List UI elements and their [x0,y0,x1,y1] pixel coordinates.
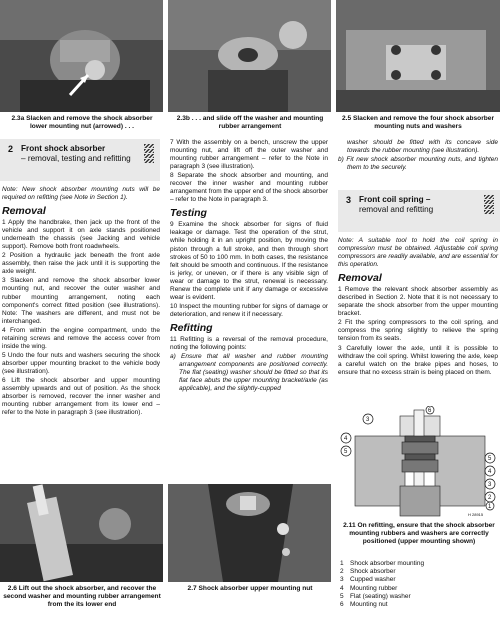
legend-item: 2 Shock absorber [340,568,396,576]
section-2-number: 2 [8,144,14,154]
legend-item: 6 Mounting nut [340,601,388,609]
photo-2-6 [0,484,163,582]
section-3-number: 3 [346,195,352,205]
legend-item: 3 Cupped washer [340,576,396,584]
section-2-subtitle: – removal, testing and refitting [21,153,131,163]
legend-item: 4 Mounting rubber [340,584,398,592]
section-3-banner [338,190,500,232]
col1-p1: 1 Apply the handbrake, then jack up the front of the vehicle and support it on axle stands positioned underneath the chassis (see Jacking and vehicle support). Remove both front roadwheels. [2,219,160,251]
section-3-title: Front coil spring – [359,195,431,204]
callout-3-right: 3 [488,482,492,488]
section-3-subtitle: removal and refitting [359,204,434,214]
col3-p3: 3 Carefully lower the axle, until it is possible to withdraw the coil spring. Whilst lowering the axle, keep a careful watch on the brake pipes and hoses, to ensure that no excess strain is being placed on them. [338,344,498,376]
callout-6: 6 [428,408,432,414]
callout-2: 2 [488,495,492,501]
legend-item: 5 Flat (seating) washer [340,592,411,600]
section-2-banner [0,139,160,181]
diagram-code: H 28915 [468,512,484,517]
diagram-legend [340,560,498,609]
col3-note: Note: A suitable tool to hold the coil spring in compression must be obtained. Adjustable coil spring compressors are readily available, and are essential for this operation. [338,237,498,269]
legend-item: 1 Shock absorber mounting [340,560,425,567]
photo-2-7 [168,484,331,582]
col3-p2: 2 Fit the spring compressors to the coil spring, and compress the spring slightly to relieve the spring tension from its seats. [338,319,498,343]
col2-p11a: a) Ensure that all washer and rubber mounting arrangement components are positioned correctly. The flat (seating) washer should be fitted so that its flat face abuts the upper mounting bracket/axle (as applicable), and the slightly-cupped [170,353,328,393]
callout-4-right: 4 [488,469,492,475]
caption-2-3a: 2.3a Slacken and remove the shock absorber lower mounting nut (arrowed) . . . [11,115,153,130]
col1-p3: 3 Slacken and remove the shock absorber lower mounting nut, and recover the outer washer and rubber mounting arrangement, noting each component's correct fitted position (see illustrations). Note: The washers are different, and must not be interchanged. [2,277,160,325]
section-2-title: Front shock absorber [21,144,106,153]
col1-p5: 5 Undo the four nuts and washers securing the shock absorber upper mounting bracket to the vehicle body (see illustration). [2,351,160,375]
col2-p8: 8 Separate the shock absorber and mounting, and recover the inner washer and mounting rubber arrangement from the upper end of the shock absorber – refer to the Note in paragraph 3. [170,172,328,204]
col3-p1: 1 Remove the relevant shock absorber assembly as described in Section 2. Note that it is not necessary to separate the shock absorber from the upper mounting bracket. [338,286,498,318]
column-3-lower [338,237,498,378]
col3-cont: washer should be fitted with its concave side towards the rubber mounting (see illustration). [347,139,498,155]
photo-2-5 [336,0,500,112]
caption-2-3b: 2.3b . . . and slide off the washer and mounting rubber arrangement [176,115,324,130]
photo-2-3b [168,0,331,112]
col1-note: Note: New shock absorber mounting nuts will be required on refitting (see Note in Section 1). [2,186,160,202]
diagram-2-11 [340,406,498,518]
col2-p7: 7 With the assembly on a bench, unscrew the upper mounting nut, and lift off the outer washer and mounting rubber arrangement – refer to the Note in paragraph 3 (see illustration). [170,139,328,171]
callout-1: 1 [488,504,492,510]
caption-2-11: 2.11 On refitting, ensure that the shock absorber mounting rubbers and washers are correctly positioned (upper mounting shown) [343,522,495,545]
column-2 [170,139,328,394]
column-3 [338,139,498,173]
caption-2-5: 2.5 Slacken and remove the four shock absorber mounting nuts and washers [341,115,495,130]
col3-p11b: b) Fit new shock absorber mounting nuts, and tighten them to the securely. [338,156,498,172]
column-1 [2,186,160,418]
col2-p11: 11 Refitting is a reversal of the removal procedure, noting the following points: [170,335,328,351]
col1-p4: 4 From within the engine compartment, undo the retaining screws and remove the access cover from inside the wing. [2,326,160,350]
caption-2-7: 2.7 Shock absorber upper mounting nut [187,585,313,592]
col2-heading-testing: Testing [170,207,207,220]
caption-2-6: 2.6 Lift out the shock absorber, and recover the second washer and mounting rubber arrangement from the its lower end [3,585,161,608]
callout-4: 4 [344,436,348,442]
callout-5-right: 5 [488,456,492,462]
col2-p9: 9 Examine the shock absorber for signs of fluid leakage or damage. Test the operation of the strut, while holding it in an upright position, by moving the piston through a full stroke, and then through short strokes of 50 to 100 mm. In both cases, the resistance felt should be smooth and continuous. If the resistance is jerky, or uneven, or if there is any visible sign of wear or damage to the strut, renewal is necessary. Renew the complete unit if any damage or excessive wear is evident. [170,221,328,301]
difficulty-wrench-icon [144,144,154,164]
photo-2-3a [0,0,163,112]
callout-3: 3 [366,417,370,423]
col2-p10: 10 Inspect the mounting rubber for signs of damage or deterioration, and renew it if necessary. [170,302,328,318]
callout-5: 5 [344,449,348,455]
col2-heading-refitting: Refitting [170,321,213,334]
difficulty-wrench-icon [484,195,494,215]
col1-p2: 2 Position a hydraulic jack beneath the front axle assembly, then raise the jack until it is supporting the axle weight. [2,252,160,276]
col1-p6: 6 Lift the shock absorber and upper mounting assembly upwards and out of position. As the shock absorber is removed, recover the inner washer and mounting rubber arrangement from its lower end – refer to the Note in paragraph 3 (see illustration). [2,376,160,417]
col3-heading-removal: Removal [338,272,382,285]
col1-heading-removal: Removal [2,205,46,218]
